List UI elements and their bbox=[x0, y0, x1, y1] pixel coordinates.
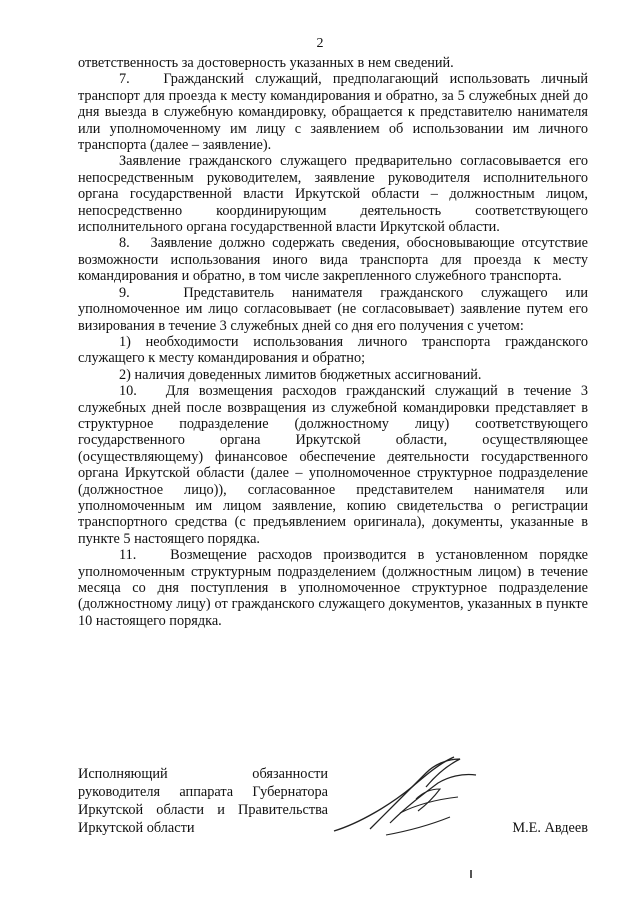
paragraph-item-7: 7. Гражданский служащий, предполагающий использовать личный транспорт для проезда к месту командирования и обратно, за 5 служебных дней до дня выезда в служебную командировку, обращается к представителю нанимателя или уполномоченному им лицу с заявлением об использовании им личного транспорта (далее – заявление). bbox=[78, 71, 588, 154]
scan-mark bbox=[470, 870, 472, 878]
paragraph-approval: Заявление гражданского служащего предварительно согласовывается его непосредственным руководителем, заявление руководителя исполнительного органа государственной власти Иркутской области – должностным лицом, непосредственно координирующим деятельность соответствующего исполнительного органа государственной власти Иркутской области. bbox=[78, 153, 588, 236]
paragraph-subitem-2: 2) наличия доведенных лимитов бюджетных ассигнований. bbox=[119, 366, 482, 383]
document-body bbox=[78, 55, 588, 629]
paragraph-item-9: 9. Представитель нанимателя гражданского служащего или уполномоченное им лицо согласовывает (не согласовывает) заявление путем его визирования в течение 3 служебных дней со дня его получения с учетом: bbox=[78, 284, 588, 334]
page-number: 2 bbox=[316, 36, 324, 51]
signer-name: М.Е. Авдеев bbox=[512, 820, 588, 836]
handwritten-signature bbox=[330, 753, 480, 843]
paragraph-item-10: 10. Для возмещения расходов гражданский служащий в течение 3 служебных дней после возвращения из служебной командировки представляет в структурное подразделение (должностному лицу) соответствующего государственного органа Иркутской области, осуществляющее (осуществляющему) финансовое обеспечение деятельности государственного органа Иркутской области (далее – уполномоченное структурное подразделение (должностное лицо)), согласованное представителем нанимателя или уполномоченным им лицом заявление, копию свидетельства о регистрации транспортного средства (с предъявлением оригинала), документы, указанные в пункте 5 настоящего порядка. bbox=[78, 383, 588, 547]
paragraph-item-11: 11. Возмещение расходов производится в установленном порядке уполномоченным структурным подразделением (должностным лицом) в течение месяца со дня поступления в уполномоченное структурное подразделение (должностному лицу) от гражданского служащего документов, указанных в пункте 10 настоящего порядка. bbox=[78, 547, 588, 629]
signer-position-line: Иркутской области и Правительства bbox=[78, 802, 328, 818]
paragraph-subitem-1: 1) необходимости использования личного транспорта гражданского служащего к месту командирования и обратно; bbox=[78, 333, 588, 367]
paragraph-continuation: ответственность за достоверность указанных в нем сведений. bbox=[78, 55, 454, 71]
signer-position-line: Исполняющий обязанности bbox=[78, 766, 328, 782]
paragraph-item-8: 8. Заявление должно содержать сведения, обосновывающие отсутствие возможности использования иного вида транспорта для проезда к месту командирования и обратно, в том числе закрепленного служебного транспорта. bbox=[78, 235, 588, 285]
signer-position-line: Иркутской области bbox=[78, 820, 195, 836]
signer-position bbox=[78, 765, 328, 837]
signer-position-line: руководителя аппарата Губернатора bbox=[78, 784, 328, 800]
